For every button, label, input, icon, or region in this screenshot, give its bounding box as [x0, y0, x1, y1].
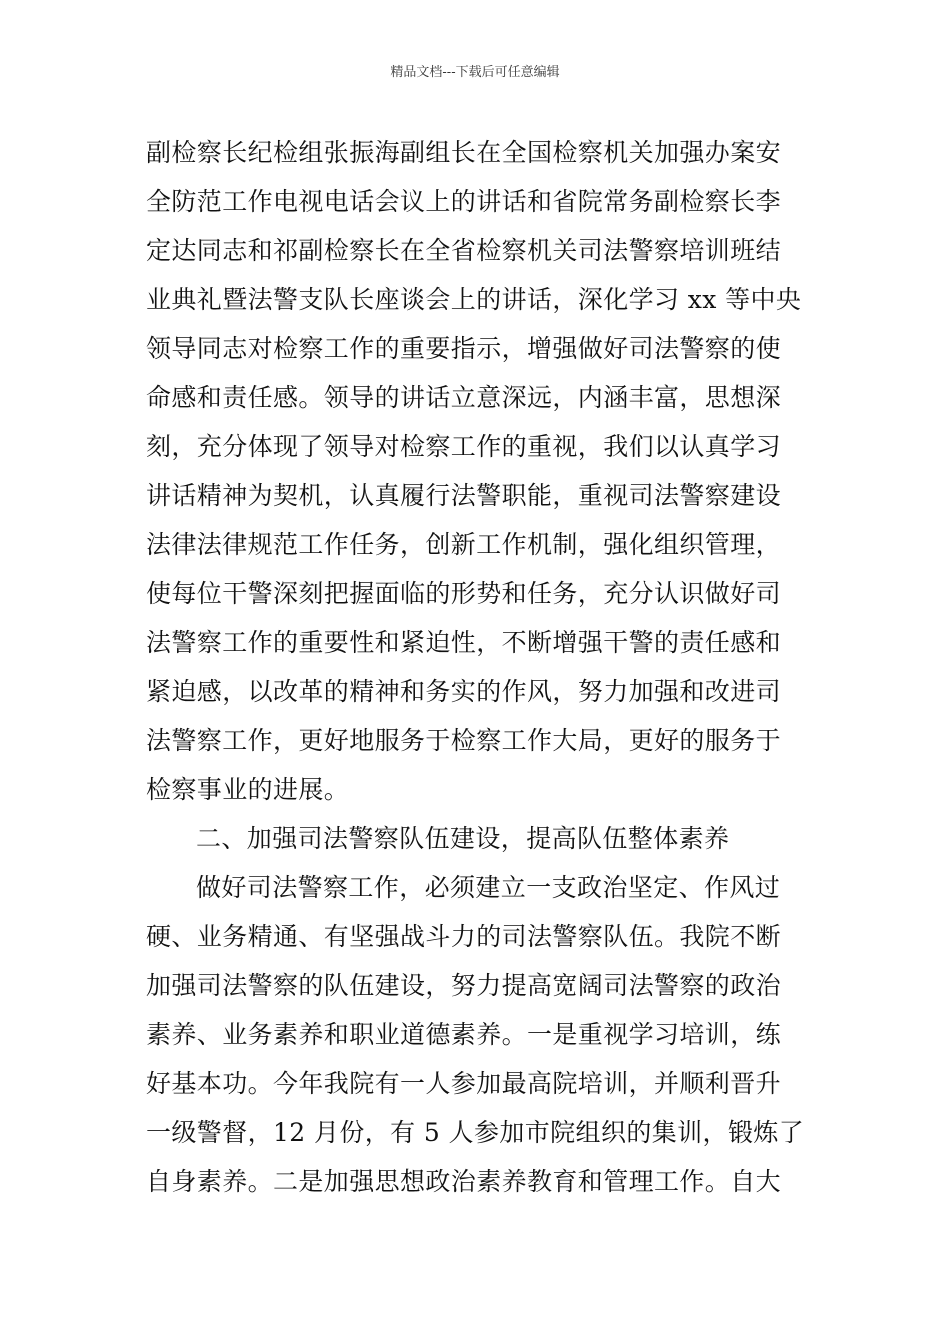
text-line: 法警察工作的重要性和紧迫性，不断增强干警的责任感和 [146, 628, 782, 657]
text-line: 领导同志对检察工作的重要指示，增强做好司法警察的使 [146, 334, 782, 363]
header-text: 精品文档---下载后可任意编辑 [390, 65, 560, 80]
text-line: 好基本功。今年我院有一人参加最高院培训，并顺利晋升 [146, 1069, 782, 1098]
text-line: 法律法律规范工作任务，创新工作机制，强化组织管理， [146, 530, 782, 559]
text-line: 检察事业的进展。 [146, 775, 350, 804]
page-header [0, 64, 950, 82]
text-line: 使每位干警深刻把握面临的形势和任务，充分认识做好司 [146, 579, 782, 608]
text-line: 刻，充分体现了领导对检察工作的重视，我们以认真学习 [146, 432, 782, 461]
text-line: 做好司法警察工作，必须建立一支政治坚定、作风过 [196, 873, 781, 902]
text-line: 全防范工作电视电话会议上的讲话和省院常务副检察长李 [146, 187, 782, 216]
text-line: 二、加强司法警察队伍建设，提高队伍整体素养 [196, 824, 730, 853]
text-line: 紧迫感，以改革的精神和务实的作风，努力加强和改进司 [146, 677, 782, 706]
text-line: 一级警督，12 月份，有 5 人参加市院组织的集训，锻炼了 [146, 1118, 805, 1147]
text-line: 硬、业务精通、有坚强战斗力的司法警察队伍。我院不断 [146, 922, 782, 951]
text-line: 讲话精神为契机，认真履行法警职能，重视司法警察建设 [146, 481, 782, 510]
document-body [146, 128, 808, 1206]
text-line: 自身素养。二是加强思想政治素养教育和管理工作。自大 [146, 1167, 782, 1196]
text-line: 命感和责任感。领导的讲话立意深远，内涵丰富，思想深 [146, 383, 782, 412]
text-line: 素养、业务素养和职业道德素养。一是重视学习培训，练 [146, 1020, 782, 1049]
text-line: 副检察长纪检组张振海副组长在全国检察机关加强办案安 [146, 138, 782, 167]
text-line: 业典礼暨法警支队长座谈会上的讲话，深化学习 xx 等中央 [146, 285, 802, 314]
text-line: 加强司法警察的队伍建设，努力提高宽阔司法警察的政治 [146, 971, 782, 1000]
text-line: 定达同志和祁副检察长在全省检察机关司法警察培训班结 [146, 236, 782, 265]
text-line: 法警察工作，更好地服务于检察工作大局，更好的服务于 [146, 726, 782, 755]
